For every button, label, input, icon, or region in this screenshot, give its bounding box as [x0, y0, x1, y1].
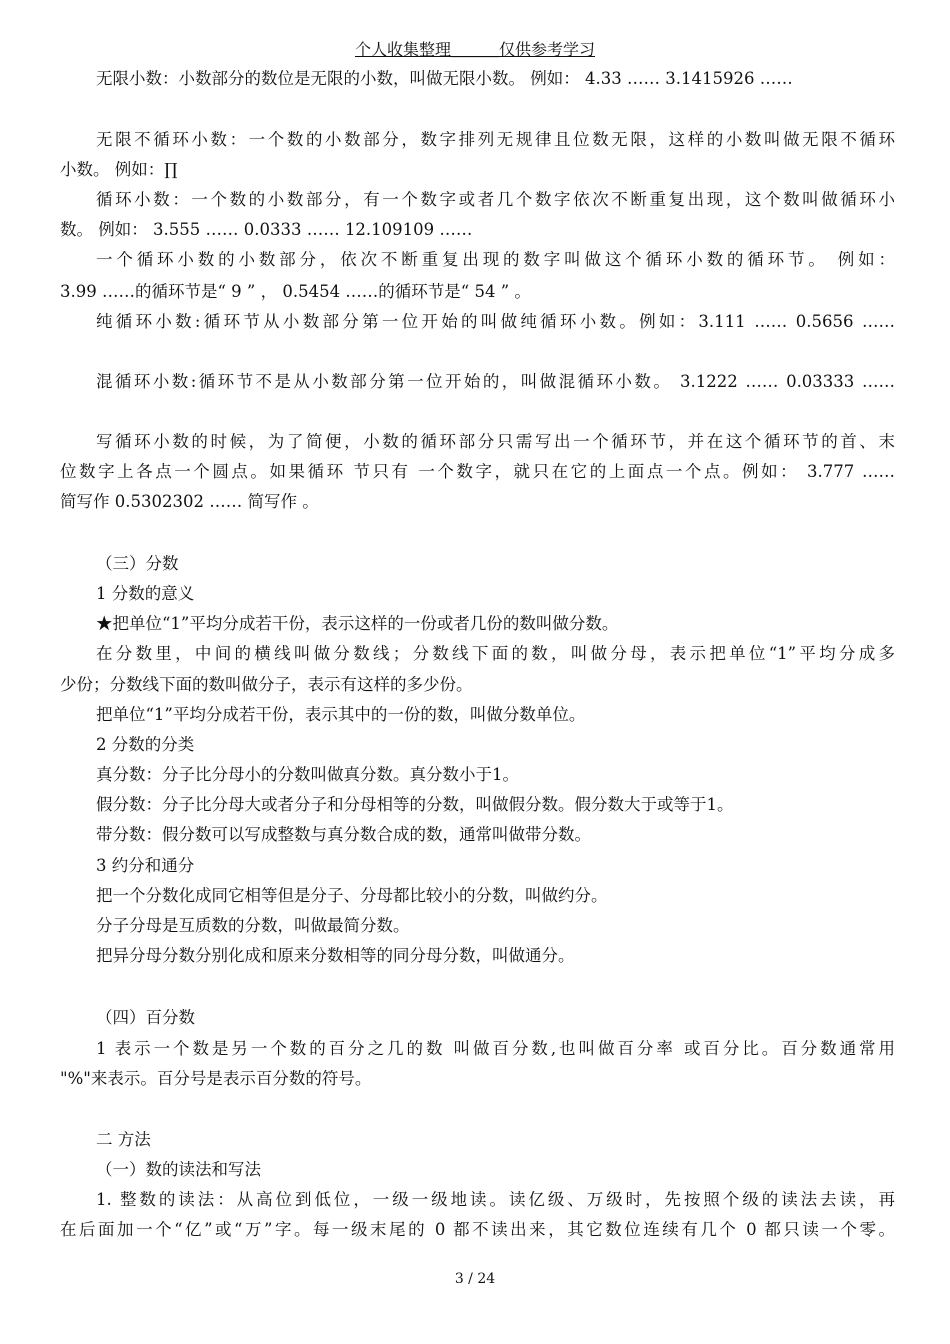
page-header: 个人收集整理＿＿＿仅供参考学习	[354, 40, 595, 59]
text-line: "%"来表示。百分号是表示百分数的符号。	[60, 1069, 372, 1088]
text-line: 小数。 例如：∏	[60, 160, 178, 179]
text-line: 数。 例如： 3.555 …… 0.0333 …… 12.109109 ……	[60, 220, 473, 239]
text-line: 无限不循环小数：一个数的小数部分，数字排列无规律且位数无限，这样的小数叫做无限不循环	[96, 130, 895, 149]
text-line: 3.99 ……的循环节是“ 9 ” ， 0.5454 ……的循环节是“ 54 ” 。	[60, 282, 531, 301]
text-line: 把异分母分数分别化成和原来分数相等的同分母分数，叫做通分。	[96, 946, 575, 965]
section-heading: （一）数的读法和写法	[96, 1160, 261, 1179]
section-heading: （四）百分数	[96, 1008, 195, 1027]
text-line: 1. 整数的读法：从高位到低位，一级一级地读。读亿级、万级时，先按照个级的读法去读，再	[96, 1190, 895, 1209]
text-line: 把单位“1”平均分成若干份，表示其中的一份的数，叫做分数单位。	[96, 705, 586, 724]
text-line: 混循环小数:循环节不是从小数部分第一位开始的，叫做混循环小数。 3.1222 …… 0.03333 ……	[96, 372, 895, 391]
subsection-heading: 1 分数的意义	[96, 584, 195, 603]
text-line: 写循环小数的时候，为了简便，小数的循环部分只需写出一个循环节，并在这个循环节的首、末	[96, 432, 895, 451]
text-line: 把一个分数化成同它相等但是分子、分母都比较小的分数，叫做约分。	[96, 886, 608, 905]
text-line: 假分数：分子比分母大或者分子和分母相等的分数，叫做假分数。假分数大于或等于1。	[96, 795, 734, 814]
subsection-heading: 2 分数的分类	[96, 735, 195, 754]
page-number: 3 / 24	[454, 1271, 496, 1287]
text-line: ★把单位“1”平均分成若干份，表示这样的一份或者几份的数叫做分数。	[96, 614, 619, 633]
chapter-heading: 二 方法	[96, 1130, 151, 1149]
text-line: 简写作 0.5302302 …… 简写作 。	[60, 492, 319, 511]
subsection-heading: 3 约分和通分	[96, 856, 195, 875]
text-line: 位数字上各点一个圆点。如果循环 节只有 一个数字，就只在它的上面点一个点。例如： 3.777 ……	[60, 462, 895, 481]
text-line: 循环小数：一个数的小数部分，有一个数字或者几个数字依次不断重复出现，这个数叫做循环小	[96, 190, 895, 209]
text-line: 无限小数：小数部分的数位是无限的小数，叫做无限小数。 例如： 4.33 …… 3.1415926 ……	[96, 69, 793, 88]
text-line: 1 表示一个数是另一个数的百分之几的数 叫做百分数,也叫做百分率 或百分比。百分数通常用	[96, 1039, 895, 1058]
text-line: 在分数里，中间的横线叫做分数线；分数线下面的数，叫做分母，表示把单位“1”平均分成多	[96, 644, 895, 663]
section-heading: （三）分数	[96, 554, 179, 573]
text-line: 纯循环小数:循环节从小数部分第一位开始的叫做纯循环小数。例如：3.111 …… 0.5656 ……	[96, 312, 895, 331]
text-line: 在后面加一个“亿”或“万”字。每一级末尾的 0 都不读出来，其它数位连续有几个 0 都只读一个零。	[60, 1220, 895, 1239]
text-line: 真分数：分子比分母小的分数叫做真分数。真分数小于1。	[96, 765, 519, 784]
text-line: 少份；分数线下面的数叫做分子，表示有这样的多少份。	[60, 675, 473, 694]
text-line: 一个循环小数的小数部分，依次不断重复出现的数字叫做这个循环小数的循环节。 例如：	[96, 250, 895, 269]
text-line: 带分数：假分数可以写成整数与真分数合成的数，通常叫做带分数。	[96, 825, 591, 844]
text-line: 分子分母是互质数的分数，叫做最简分数。	[96, 916, 410, 935]
